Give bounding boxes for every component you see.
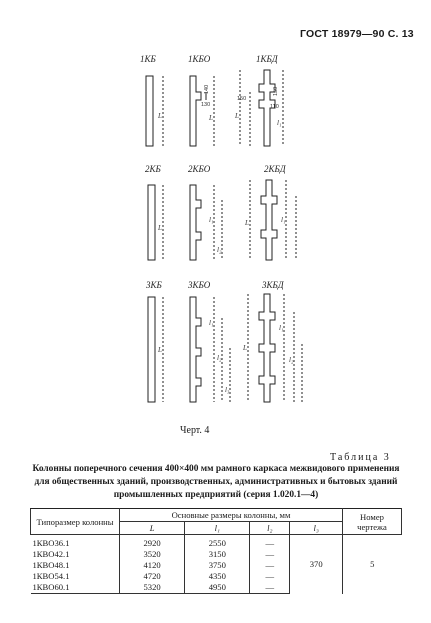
- dim-label-l1-r2c2: l₁: [209, 216, 214, 224]
- header-drawing: Номер чертежа: [343, 509, 402, 535]
- column-1kb: [146, 76, 153, 146]
- column-3kbd: [259, 294, 275, 402]
- column-3kbo: [190, 297, 201, 402]
- dim-label-L-r1c2: L: [209, 114, 213, 122]
- cell-L-3: 4720: [120, 571, 185, 582]
- cell-type-1: 1КВО42.1: [31, 549, 120, 560]
- header-dims: Основные размеры колонны, мм: [120, 509, 343, 522]
- label-1kbo: 1КБО: [188, 54, 211, 64]
- dim-150-b: 150: [273, 86, 279, 96]
- cell-l1-2: 3750: [185, 560, 250, 571]
- dim-label-L-r3c3: L: [243, 344, 247, 352]
- dim-label-l1-r3c2: l₁: [209, 319, 214, 327]
- dim-130: 130: [201, 102, 211, 108]
- dim-label-l2-r3c2: l₂: [217, 354, 222, 362]
- cell-type-4: 1КВО60.1: [31, 582, 120, 594]
- cell-l1-3: 4350: [185, 571, 250, 582]
- dim-label-l1-r2c3: l₁: [281, 216, 286, 224]
- label-3kbo: 3КБО: [188, 280, 211, 290]
- cell-drawing: 5: [370, 558, 375, 569]
- cell-l2-3: —: [250, 571, 290, 582]
- cell-l2-0: —: [250, 535, 290, 550]
- cell-type-2: 1КВО48.1: [31, 560, 120, 571]
- column-3kb: [148, 297, 155, 402]
- columns-table: [30, 508, 402, 594]
- cell-l2-1: —: [250, 549, 290, 560]
- column-2kbd: [261, 180, 277, 260]
- dim-label-L-r1c1: L: [158, 112, 162, 120]
- column-1kbo: [190, 76, 201, 146]
- dim-label-L-r2c3: L: [245, 219, 249, 227]
- cell-l3: 370: [290, 535, 343, 594]
- dim-110: 110: [270, 104, 279, 110]
- dim-150-a: 150: [237, 96, 247, 102]
- table-description: Колонны поперечного сечения 400×400 мм рамного каркаса межвидового применения для общественных зданий, производственных, административных и бытовых зданий промышленных предприятий (серия 1.020.1—4): [32, 464, 400, 500]
- cell-L-2: 4120: [120, 560, 185, 571]
- subheader-l1: l₁: [185, 522, 250, 535]
- cell-L-1: 3520: [120, 549, 185, 560]
- label-2kb: 2КБ: [145, 164, 161, 174]
- cell-type-3: 1КВО54.1: [31, 571, 120, 582]
- label-2kbd: 2КБД: [264, 164, 286, 174]
- table-title: Таблица 3: [330, 452, 391, 463]
- label-1kb: 1КБ: [140, 54, 156, 64]
- cell-L-4: 5320: [120, 582, 185, 594]
- subheader-L: L: [120, 522, 185, 535]
- cell-L-0: 2920: [120, 535, 185, 550]
- label-3kbd: 3КБД: [262, 280, 284, 290]
- subheader-l2: l₂: [250, 522, 290, 535]
- column-2kbo: [190, 185, 201, 260]
- dim-label-l3-r3c2: l₃: [225, 386, 230, 394]
- dim-140: 140: [204, 84, 210, 94]
- dim-label-l1-r1c3: l₁: [277, 119, 282, 127]
- dim-label-l1-r3c3: l₁: [279, 324, 284, 332]
- dim-label-L-r1c3: L: [235, 112, 239, 120]
- dim-label-l2-r2c2: l₂: [217, 246, 222, 254]
- dim-label-L-r2c1: L: [158, 224, 162, 232]
- label-2kbo: 2КБО: [188, 164, 211, 174]
- subheader-l3: l₃: [290, 522, 343, 535]
- page-header: ГОСТ 18979—90 С. 13: [300, 28, 414, 40]
- cell-type-0: 1КВО36.1: [31, 535, 120, 550]
- dim-label-L-r3c1: L: [158, 346, 162, 354]
- label-1kbd: 1КБД: [256, 54, 278, 64]
- cell-l2-2: —: [250, 560, 290, 571]
- cell-l2-4: —: [250, 582, 290, 594]
- column-2kb: [148, 185, 155, 260]
- header-type: Типоразмер колонны: [31, 509, 120, 535]
- cell-l1-1: 3150: [185, 549, 250, 560]
- dim-label-l2-r3c3: l₂: [289, 356, 294, 364]
- cell-l1-4: 4950: [185, 582, 250, 594]
- cell-l1-0: 2550: [185, 535, 250, 550]
- label-3kb: 3КБ: [146, 280, 162, 290]
- figure-caption: Черт. 4: [180, 425, 210, 436]
